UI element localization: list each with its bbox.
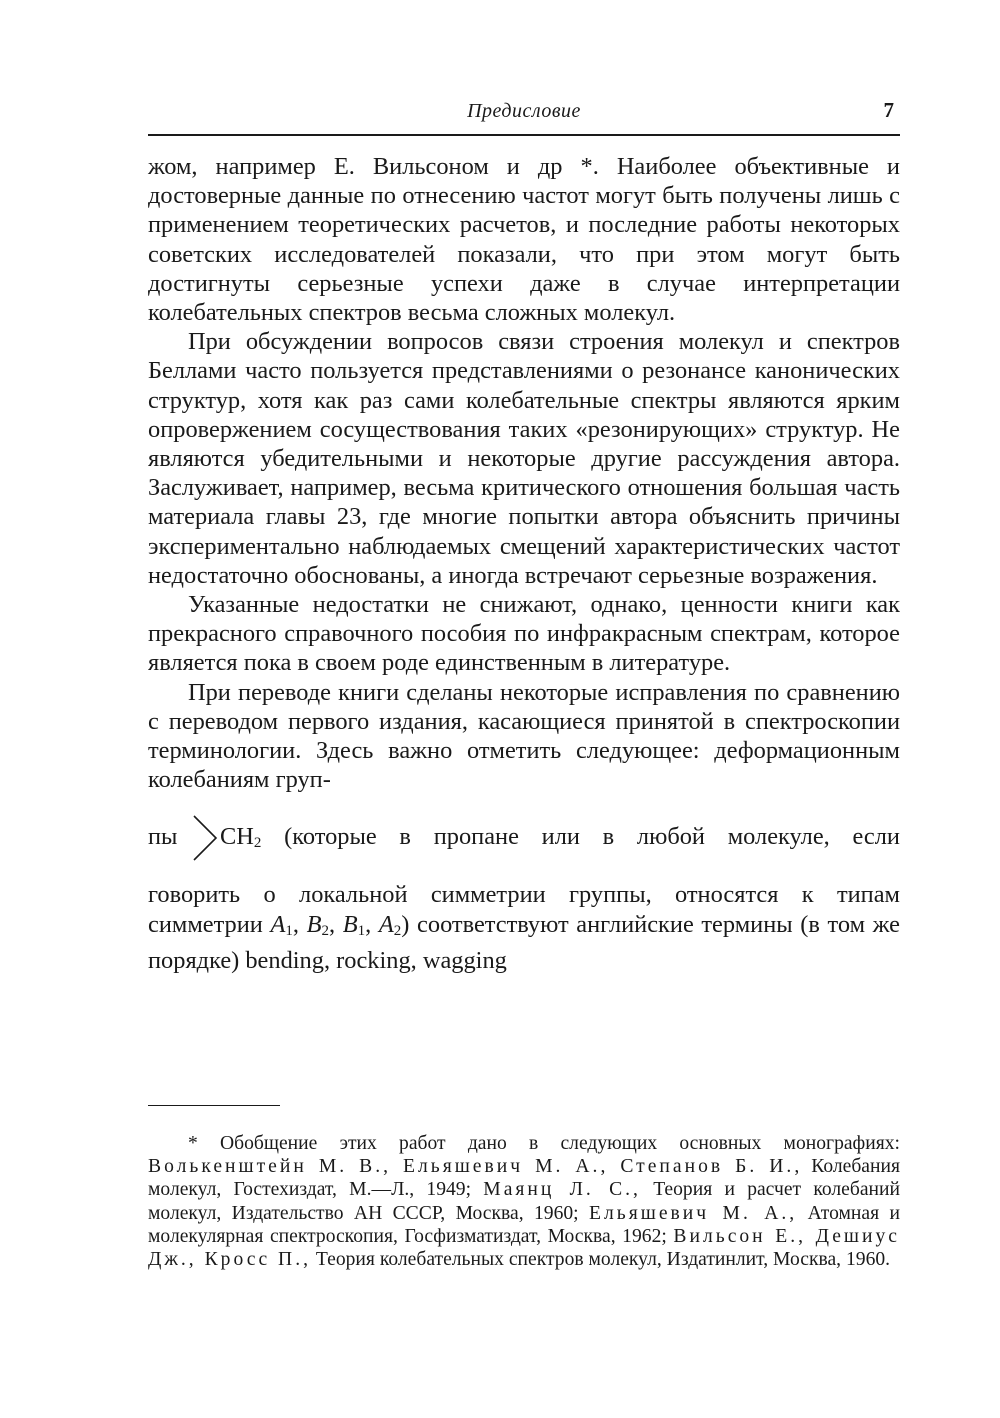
- paragraph-3: Указанные недостатки не снижают, однако, ценности книги как прекрасного справочного пособия по инфракрасным спектрам, которое является пока в своем роде единственным в литературе.: [148, 591, 900, 677]
- symmetry-b2-sub: 2: [321, 922, 330, 939]
- paragraph-5: говорить о локальной симметрии группы, относятся к типам симметрии $A_1$, $B_2$, $B_1$, $A_2$) соответствуют английские термины (в том же порядке) bending, rocking, wagging: [148, 881, 900, 974]
- running-title: Предисловие: [467, 100, 581, 122]
- header-rule: [148, 134, 900, 136]
- symmetry-b1-sub: 1: [357, 922, 366, 939]
- footnote-rule: [148, 1105, 280, 1106]
- formula-group: CH: [220, 823, 254, 851]
- symmetry-a1: A: [270, 910, 286, 938]
- footnote-intro: * Обобщение этих работ дано в следующих основных монографиях:: [188, 1133, 900, 1154]
- paragraph-2: При обсуждении вопросов связи строения молекул и спектров Беллами часто пользуется представлениями о резонансе канонических структур, хотя как раз сами колебательные спектры являются ярким опровержением сосуществования таких «резонирующих» структур. Не являются убедительными и некоторые другие рассуждения автора. Заслуживает, например, весьма критического отношения большая часть материала главы 23, где многие попытки автора объяснить причины экспериментально наблюдаемых смещений характеристических частот недостаточно обоснованы, а иногда встречают серьезные возражения.: [148, 328, 900, 589]
- symmetry-a1-sub: 1: [285, 922, 293, 939]
- formula-line: [148, 794, 900, 880]
- paragraph-5-end: ) соответствуют английские термины (в том же порядке) bending, rocking, wagging: [148, 910, 900, 974]
- footnote-work-1: Колебания молекул, Гостехиздат, М.—Л., 1949;: [148, 1156, 900, 1201]
- symmetry-b2: B: [306, 910, 322, 938]
- symmetry-b1: B: [342, 910, 358, 938]
- symmetry-a2: A: [378, 910, 394, 938]
- footnote: [148, 1132, 900, 1271]
- formula-rest: [220, 794, 900, 886]
- footnote-author-3: Ельяшевич М. А.,: [589, 1202, 798, 1224]
- body-text: [148, 152, 900, 975]
- ch2-group-bond-icon: [190, 812, 220, 864]
- footnote-work-4: Теория колебательных спектров молекул, Издатинлит, Москва, 1960.: [315, 1249, 891, 1271]
- formula-group-sub: 2: [253, 835, 262, 852]
- footnote-author-4: Вильсон Е., Дешиус Дж., Кросс П.,: [148, 1225, 900, 1271]
- footnote-work-2: Теория и расчет колебаний молекул, Издательство АН СССР, Москва, 1960;: [148, 1179, 901, 1224]
- paragraph-1: жом, например Е. Вильсоном и др *. Наиболее объективные и достоверные данные по отнесению частот могут быть получены лишь с применением теоретических расчетов, и последние работы некоторых советских исследователей показали, что при этом могут быть достигнуты серьезные успехи даже в случае интерпретации колебательных спектров весьма сложных молекул.: [148, 153, 900, 327]
- formula-rest-text: (которые в пропане или в любой молекуле, если: [284, 823, 900, 851]
- page-number: 7: [883, 98, 894, 122]
- formula-prefix: пы: [148, 823, 178, 851]
- page-header: [148, 96, 900, 136]
- footnote-work-3: Атомная и молекулярная спектроскопия, Госфизматиздат, Москва, 1962;: [148, 1202, 900, 1247]
- paragraph-4: При переводе книги сделаны некоторые исправления по сравнению с переводом первого издания, касающиеся принятой в спектроскопии терминологии. Здесь важно отметить следующее: деформационным колебаниям груп-: [148, 678, 900, 794]
- footnote-author-1: Волькенштейн М. В., Ельяшевич М. А., Степанов Б. И.,: [148, 1156, 803, 1178]
- paragraph-5-start: говорить о локальной симметрии группы, относятся к типам симметрии: [148, 881, 900, 938]
- footnote-author-2: Маянц Л. С.,: [483, 1179, 641, 1201]
- symmetry-a2-sub: 2: [393, 922, 402, 939]
